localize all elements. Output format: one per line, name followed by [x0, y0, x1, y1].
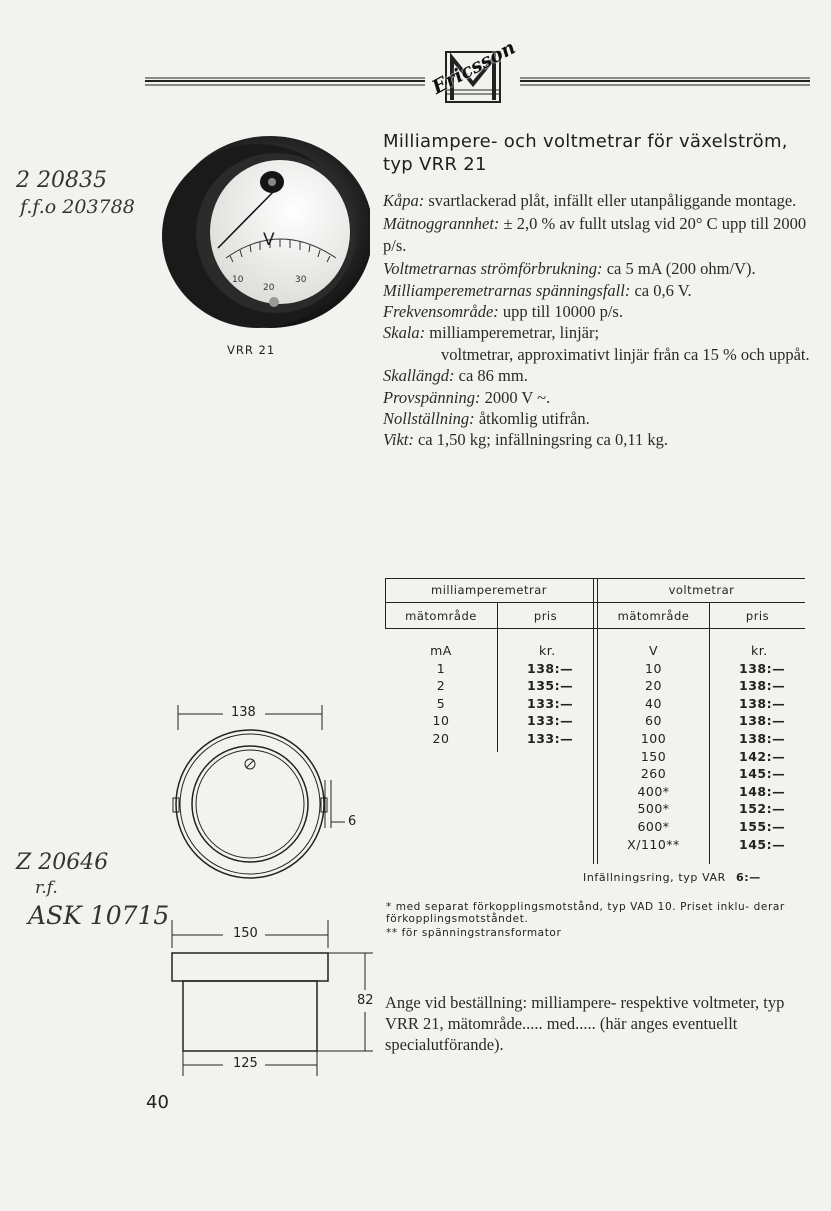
v-range-cell: 260 — [640, 766, 667, 782]
table-divider-a — [593, 578, 594, 864]
spec-length: Skallängd: ca 86 mm. — [383, 366, 528, 386]
footnote-1: * med separat förkopplingsmotstånd, typ VAD 10. Priset inklu- derar förkopplingsmotståndet. — [386, 901, 785, 925]
unit-kr: kr. — [539, 643, 556, 658]
spec-list — [383, 190, 813, 451]
page-number: 40 — [146, 1092, 169, 1113]
col-header-ma-price: pris — [533, 609, 558, 623]
dial-unit: V — [263, 230, 275, 250]
dial-label-0: 0 — [208, 258, 214, 268]
dim-depth-front: 6 — [348, 814, 357, 829]
footnote-2: ** för spänningstransformator — [386, 927, 562, 939]
col-header-v-range: mätområde — [617, 609, 690, 623]
v-price-cell: 138:— — [739, 695, 786, 711]
spec-kapa: Kåpa: svartlackerad plåt, infällt eller utanpåliggande montage. — [383, 191, 797, 210]
table-rule-header — [385, 602, 805, 603]
spec-frequency: Frekvensområde: upp till 10000 p/s. — [383, 302, 623, 322]
handwritten-note-5: ASK 10715 — [28, 901, 170, 930]
v-price-col — [739, 642, 805, 853]
logo-script: Ericsson — [428, 36, 520, 99]
v-range-cell: 150 — [640, 748, 667, 764]
v-price-cell: 138:— — [739, 678, 786, 694]
handwritten-note-2: f.f.o 203788 — [20, 196, 135, 218]
side-view-drawing — [165, 920, 375, 1080]
ma-range-cell: 2 — [436, 678, 446, 694]
dim-flange-width: 150 — [233, 926, 258, 941]
table-divider-v — [709, 602, 710, 864]
v-price-cell: 145:— — [739, 766, 786, 782]
table-rule-subheader — [385, 628, 805, 629]
handwritten-note-1: 2 20835 — [16, 168, 107, 193]
table-rule-top — [385, 578, 805, 579]
front-view-drawing — [165, 700, 375, 900]
front-view-svg — [165, 700, 375, 900]
spec-zero: Nollställning: åtkomlig utifrån. — [383, 409, 590, 429]
v-range-cell: 400* — [637, 783, 670, 799]
ma-price-cell: 133:— — [527, 695, 574, 711]
v-price-cell: 155:— — [739, 818, 786, 834]
side-view-svg — [165, 920, 375, 1080]
ring-row — [583, 871, 761, 884]
ma-price-cell: 138:— — [527, 660, 574, 676]
ma-range-cell: 20 — [432, 730, 450, 746]
dial-label-30: 30 — [295, 275, 307, 285]
group-header-v: voltmetrar — [668, 583, 735, 597]
spec-consumption: Voltmetrarnas strömförbrukning: ca 5 mA (200 ohm/V). — [383, 259, 756, 279]
price-table — [385, 578, 805, 864]
handwritten-note-3: Z 20646 — [16, 850, 109, 875]
v-price-cell: 138:— — [739, 713, 786, 729]
ma-price-cell: 133:— — [527, 713, 574, 729]
spec-accuracy: Mätnoggrannhet: ± 2,0 % av fullt utslag vid 20° C upp till 2000 p/s. — [383, 214, 807, 255]
spec-voltage-drop: Milliamperemetrarnas spänningsfall: ca 0,6 V. — [383, 280, 692, 300]
v-price-cell: 148:— — [739, 783, 786, 799]
v-range-cell: 600* — [637, 818, 670, 834]
table-divider-ma — [497, 602, 498, 752]
photo-caption: VRR 21 — [227, 343, 276, 357]
spec-test-voltage: Provspänning: 2000 V ~. — [383, 387, 551, 407]
unit-ma: mA — [430, 643, 452, 658]
unit-kr: kr. — [751, 643, 768, 658]
ring-price: 6:— — [735, 871, 761, 884]
v-price-cell: 138:— — [739, 660, 786, 676]
group-header-ma: milliamperemetrar — [431, 583, 547, 597]
ma-range-cell: 1 — [436, 660, 446, 676]
col-header-v-price: pris — [745, 609, 770, 623]
v-range-cell: 40 — [645, 695, 662, 711]
v-range-cell: 20 — [645, 678, 662, 694]
v-price-cell: 138:— — [739, 730, 786, 746]
v-range-col — [598, 642, 709, 853]
spec-weight: Vikt: ca 1,50 kg; infällningsring ca 0,11 kg. — [383, 430, 669, 450]
ma-price-cell: 135:— — [527, 678, 574, 694]
v-price-cell: 142:— — [739, 748, 786, 764]
v-range-cell: 100 — [640, 730, 667, 746]
ma-price-cell: 133:— — [527, 730, 574, 746]
ma-range-cell: 5 — [436, 695, 446, 711]
ma-range-cell: 10 — [432, 713, 450, 729]
dim-front-width: 138 — [231, 705, 256, 720]
col-header-ma-range: mätområde — [405, 609, 477, 623]
v-range-cell: 500* — [637, 801, 670, 817]
ma-range-col — [385, 642, 497, 748]
dial-label-20: 20 — [263, 283, 275, 293]
v-range-cell: 60 — [645, 713, 662, 729]
ma-price-col — [527, 642, 593, 748]
ring-label: Infällningsring, typ VAR — [583, 871, 726, 884]
v-range-cell: 10 — [645, 660, 662, 676]
unit-v: V — [648, 643, 659, 658]
dim-body-width: 125 — [233, 1056, 258, 1071]
spec-scale: Skala: milliamperemetrar, linjär; — [383, 323, 600, 343]
page-title: Milliampere- och voltmetrar för växelström, typ VRR 21 — [383, 131, 788, 175]
v-range-cell: X/110** — [627, 836, 680, 852]
meter-photo — [150, 130, 370, 340]
v-price-cell: 152:— — [739, 801, 786, 817]
ericsson-logo — [424, 36, 522, 104]
dial-label-10: 10 — [232, 275, 244, 285]
spec-scale-cont: voltmetrar, approximativt linjär från ca 15 % och uppåt. — [441, 344, 810, 364]
meter-photo-image — [150, 130, 370, 340]
handwritten-note-4: r.f. — [35, 878, 58, 898]
v-price-cell: 145:— — [739, 836, 786, 852]
dim-height: 82 — [357, 993, 374, 1008]
order-note: Ange vid beställning: milliampere- respektive voltmeter, typ VRR 21, mätområde..... med..... (här anges eventuellt specialutförande). — [385, 993, 785, 1054]
